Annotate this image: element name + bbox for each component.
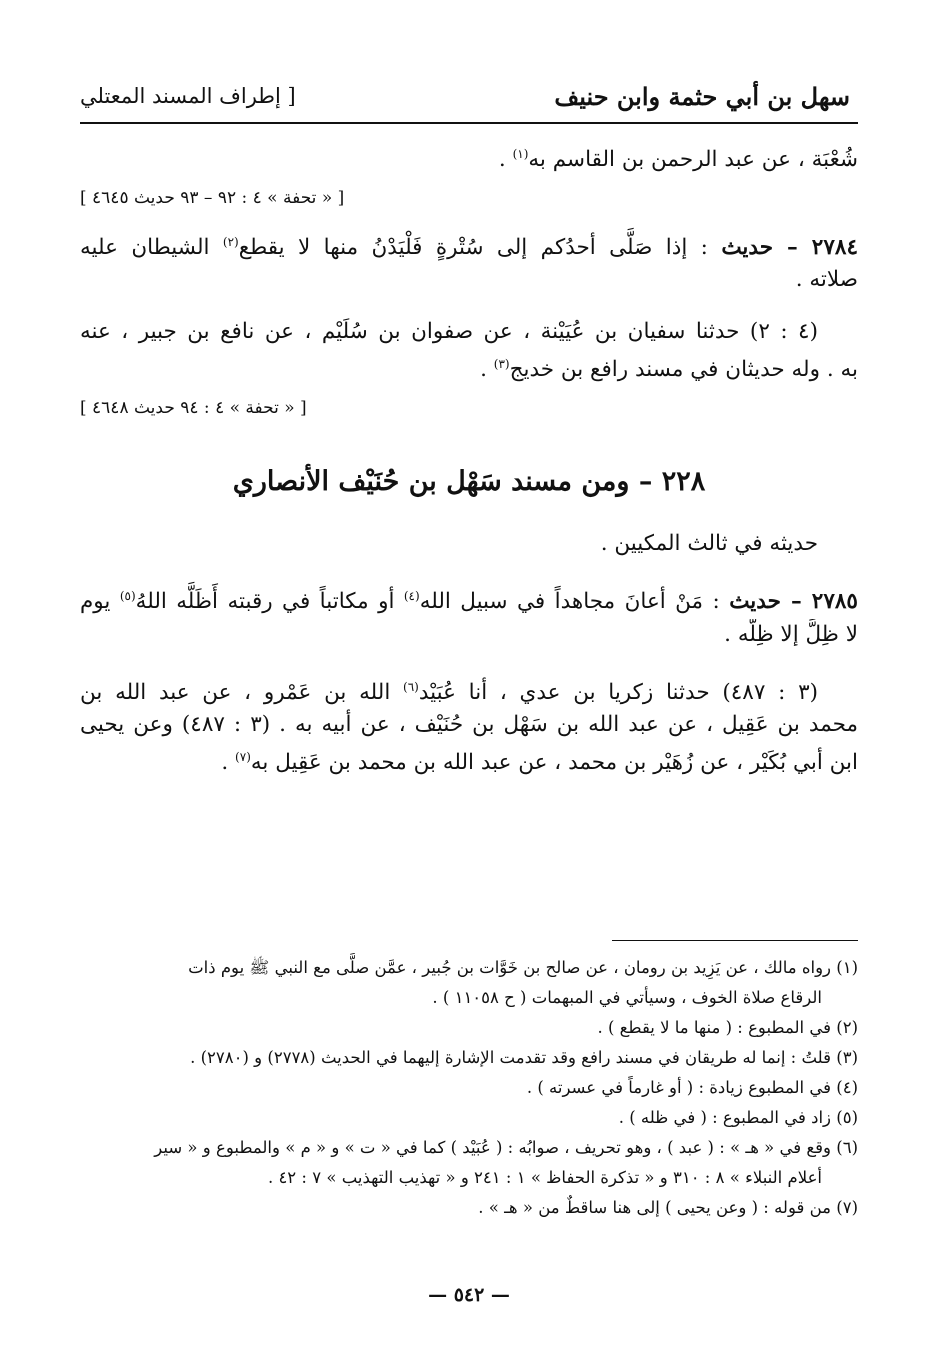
- footnote-marker: (٥): [119, 589, 136, 604]
- footnote-marker: (٣): [493, 357, 510, 372]
- isnad-line: (٤ : ٢) حدثنا سفيان بن عُيَيْنة ، عن صفوان بن سُلَيْم ، عن نافع بن جبير ، عنه: [80, 319, 818, 345]
- tuhfa-reference: [ « تحفة » ٤ : ٩٤ حديث ٤٦٤٨ ]: [80, 398, 307, 419]
- hadith-2784-line: [80, 226, 858, 264]
- hadith-number: ٢٧٨٥ – حديث: [729, 589, 858, 615]
- text-span: : إذا صَلَّى أحدُكم إلى سُتْرةٍ فَلْيَدْنُ منها لا يقطع: [238, 235, 722, 261]
- footnote-4: (٤) في المطبوع زيادة : ( أو غارماً في عسرته ) .: [526, 1078, 858, 1097]
- section-subtitle: حديثه في ثالث المكيين .: [600, 531, 818, 557]
- book-page: [80, 60, 858, 1366]
- hadith-2784-line: صلاته .: [795, 267, 858, 293]
- isnad-line: محمد بن عَقِيل ، عن عبد الله بن سَهْل بن حُنَيْف ، عن أبيه به . (٣ : ٤٨٧) وعن يحيى: [80, 711, 858, 737]
- text-span: : مَنْ أعانَ مجاهداً في سبيل الله: [419, 589, 730, 615]
- hadith-2785-line: [80, 580, 858, 618]
- footnote-marker: (٧): [235, 749, 251, 764]
- footnote-1-continued: الرقاع صلاة الخوف ، وسيأتي في المبهمات ( ح ١١٠٥٨ ) .: [432, 988, 822, 1007]
- book-title: [ إطراف المسند المعتلي: [80, 84, 296, 108]
- text-span: يوم: [80, 589, 120, 615]
- text-span: .: [480, 357, 494, 383]
- text-span: به . وله حديثان في مسند رافع بن خديج: [509, 357, 858, 383]
- isnad-line: [80, 741, 858, 779]
- footnotes: [80, 953, 858, 1223]
- page-number: — ٥٤٢ —: [428, 1284, 510, 1306]
- chapter-title: سهل بن أبي حثمة وابن حنيف: [554, 82, 850, 111]
- text-span: الشيطان عليه: [80, 235, 223, 261]
- footnote-marker: (٤): [403, 589, 420, 604]
- footnote-1: (١) رواه مالك ، عن يَزِيد بن رومان ، عن صالح بن خَوَّات بن جُبير ، عمَّن صلَّى مع النبي ﷺ يوم ذات: [188, 958, 858, 977]
- footnote-5: (٥) زاد في المطبوع : ( في ظله ) .: [618, 1108, 858, 1127]
- isnad-line: [80, 671, 858, 709]
- footnote-6: (٦) وقع في « هـ » : ( عبد ) ، وهو تحريف ، صوابُه : ( عُبَيْد ) كما في « ت » و « م » والمطبوع و « سير: [154, 1138, 858, 1157]
- text-span: (٣ : ٤٨٧) حدثنا زكريا بن عدي ، أنا عُبَيْد: [418, 679, 819, 705]
- footnote-marker: (١): [512, 147, 529, 161]
- text-span: الله بن عَمْرو ، عن عبد الله بن: [80, 679, 404, 705]
- tuhfa-reference: [ « تحفة » ٤ : ٩٢ – ٩٣ حديث ٤٦٤٥ ]: [80, 188, 345, 209]
- running-head: [80, 82, 858, 124]
- footnote-2: (٢) في المطبوع : ( منها ما لا يقطع ) .: [597, 1018, 858, 1037]
- section-title: ٢٢٨ – ومن مسند سَهْل بن حُنَيْف الأنصاري: [232, 466, 706, 498]
- footnote-marker: (٦): [403, 679, 419, 694]
- text-line: [80, 138, 858, 176]
- hadith-number: ٢٧٨٤ – حديث: [721, 235, 858, 261]
- hadith-2785-line: لا ظِلَّ إلا ظِلُّه .: [724, 621, 858, 647]
- main-text: [80, 138, 858, 779]
- text-span: شُعْبَة ، عن عبد الرحمن بن القاسم به: [528, 147, 858, 173]
- isnad-line: [80, 348, 858, 386]
- footnote-marker: (٢): [222, 235, 239, 250]
- footnote-3: (٣) قلتُ : إنما له طريقان في مسند رافع وقد تقدمت الإشارة إليهما في الحديث (٢٧٧٨) و (٢٧٨٠) .: [190, 1048, 858, 1067]
- text-span: أو مكاتباً في رقبته أَظَلَّه اللهُ: [135, 589, 404, 615]
- text-span: .: [498, 147, 513, 173]
- text-span: .: [221, 749, 236, 775]
- footnote-7: (٧) من قوله : ( وعن يحيى ) إلى هنا ساقطٌ من « هـ » .: [478, 1198, 858, 1217]
- footnote-6-continued: أعلام النبلاء » ٨ : ٣١٠ و « تذكرة الحفاظ » ١ : ٢٤١ و « تهذيب التهذيب » ٧ : ٤٢ .: [267, 1168, 822, 1187]
- footnote-separator: [612, 940, 858, 941]
- text-span: ابن أبي بُكَيْر ، عن زُهَيْر بن محمد ، عن عبد الله بن محمد بن عَقِيل به: [250, 749, 858, 775]
